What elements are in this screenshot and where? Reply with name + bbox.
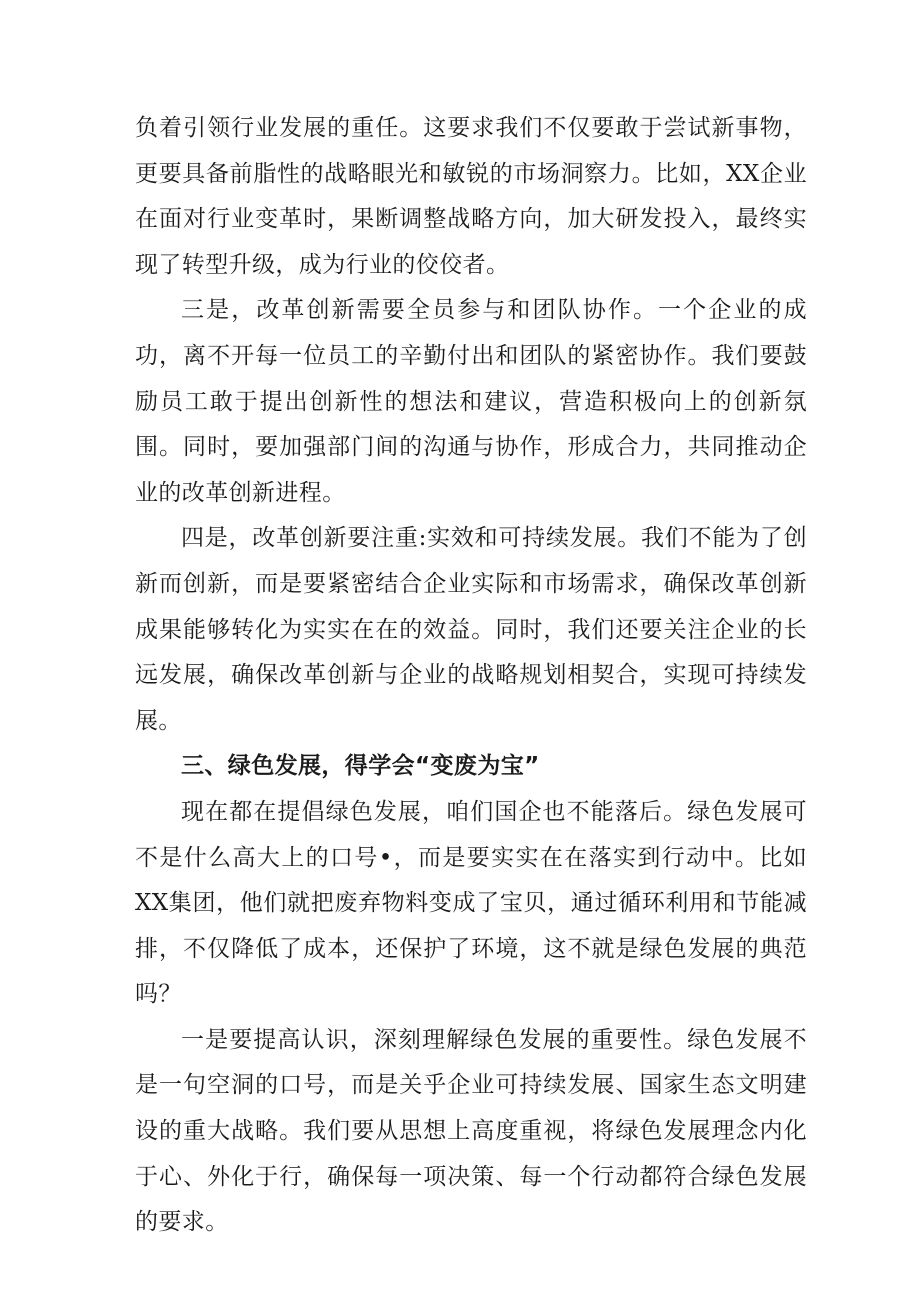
paragraph-leadership-continuation: 负着引领行业发展的重任。这要求我们不仅要敢于尝试新事物，更要具备前脂性的战略眼光和敏锐的市场洞察力。比如，XX企业在面对行业变革时，果断调整战略方向，加大研发投入，最终实现了转型升级，成为行业的佼佼者。	[135, 115, 807, 278]
document-body	[135, 106, 807, 1246]
paragraph-green-intro: 现在都在提倡绿色发展，咱们国企也不能落后。绿色发展可不是什么高大上的口号•，而是要实实在在落实到行动中。比如XX集团，他们就把废弃物料变成了宝贝，通过循环利用和节能减排，不仅降低了成本，还保护了环境，这不就是绿色发展的典范吗？	[135, 798, 807, 1008]
paragraph-point-three: 三是，改革创新需要全员参与和团队协作。一个企业的成功，离不开每一位员工的辛勤付出和团队的紧密协作。我们要鼓励员工敢于提出创新性的想法和建议，营造积极向上的创新氛围。同时，要加强部门间的沟通与协作，形成合力，共同推动企业的改革创新进程。	[135, 297, 807, 506]
paragraph-green-point-one: 一是要提高认识，深刻理解绿色发展的重要性。绿色发展不是一句空洞的口号，而是关乎企业可持续发展、国家生态文明建设的重大战略。我们要从思想上高度重视，将绿色发展理念内化于心、外化于行，确保每一项决策、每一个行动都符合绿色发展的要求。	[135, 1026, 807, 1236]
section-heading-green-development: 三、绿色发展，得学会“变废为宝”	[181, 753, 540, 780]
paragraph-point-four: 四是，改革创新要注重:实效和可持续发展。我们不能为了创新而创新，而是要紧密结合企业实际和市场需求，确保改革创新成果能够转化为实实在在的效益。同时，我们还要关注企业的长远发展，确保改革创新与企业的战略规划相契合，实现可持续发展。	[135, 525, 807, 734]
